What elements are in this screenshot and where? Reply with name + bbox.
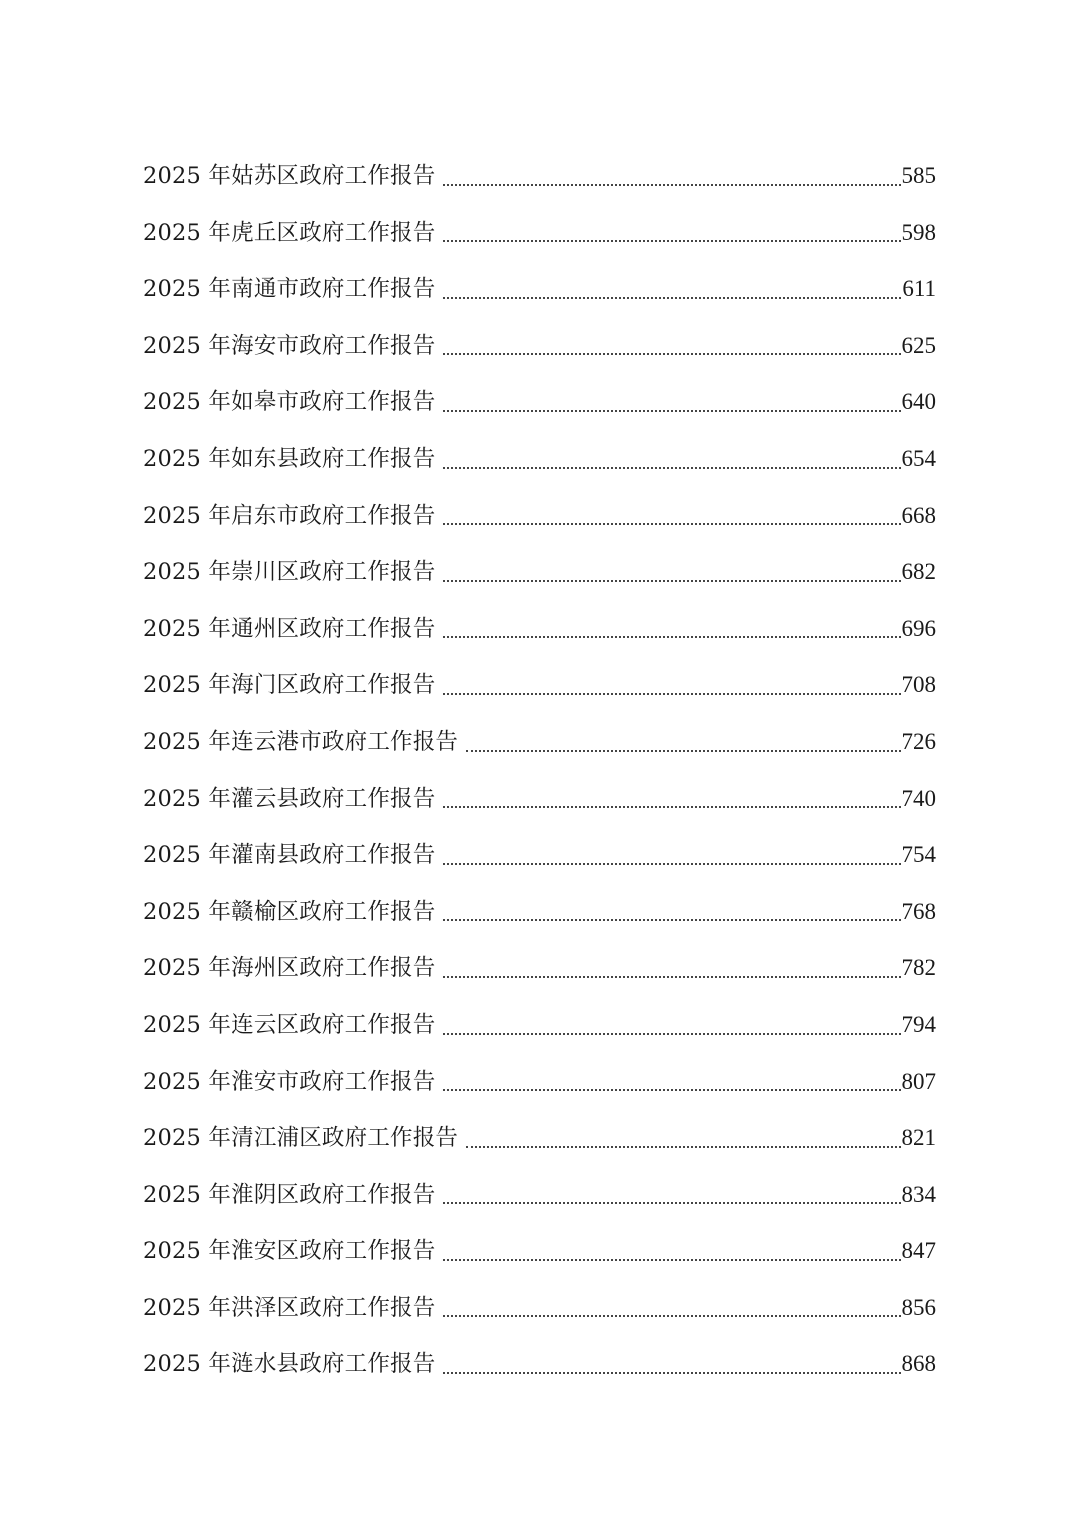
- toc-dot-leader: [443, 184, 900, 186]
- toc-entry-page-number: 625: [901, 332, 936, 358]
- toc-entry[interactable]: [143, 1054, 936, 1111]
- toc-entry-title: 2025 年清江浦区政府工作报告: [143, 1125, 459, 1152]
- toc-entry-title: 2025 年洪泽区政府工作报告: [143, 1294, 436, 1321]
- toc-entry[interactable]: [143, 1110, 936, 1167]
- toc-entry[interactable]: [143, 261, 936, 318]
- toc-dot-leader: [443, 863, 900, 865]
- toc-dot-leader: [443, 1259, 900, 1261]
- toc-entry-page-number: 654: [901, 445, 936, 471]
- toc-entry-title: 2025 年海州区政府工作报告: [143, 955, 436, 982]
- table-of-contents: [143, 148, 936, 1393]
- toc-entry[interactable]: [143, 148, 936, 205]
- toc-entry[interactable]: [143, 997, 936, 1054]
- toc-entry-page-number: 794: [901, 1011, 936, 1037]
- toc-entry-title: 2025 年淮阴区政府工作报告: [143, 1181, 436, 1208]
- toc-entry[interactable]: [143, 1336, 936, 1393]
- toc-entry-title: 2025 年涟水县政府工作报告: [143, 1351, 436, 1378]
- toc-dot-leader: [443, 919, 900, 921]
- toc-entry[interactable]: [143, 827, 936, 884]
- toc-entry-page-number: 807: [901, 1068, 936, 1094]
- toc-entry[interactable]: [143, 205, 936, 262]
- toc-entry-page-number: 754: [901, 842, 936, 868]
- toc-entry-page-number: 726: [901, 728, 936, 754]
- toc-entry-title: 2025 年灌南县政府工作报告: [143, 842, 436, 869]
- toc-entry[interactable]: [143, 1223, 936, 1280]
- toc-entry-title: 2025 年连云区政府工作报告: [143, 1011, 436, 1038]
- toc-entry-title: 2025 年崇川区政府工作报告: [143, 559, 436, 586]
- toc-entry-page-number: 640: [901, 389, 936, 415]
- toc-entry-page-number: 821: [901, 1125, 936, 1151]
- toc-entry[interactable]: [143, 431, 936, 488]
- toc-entry-title: 2025 年海安市政府工作报告: [143, 332, 436, 359]
- toc-entry-page-number: 598: [901, 219, 936, 245]
- toc-entry-title: 2025 年通州区政府工作报告: [143, 615, 436, 642]
- toc-entry[interactable]: [143, 771, 936, 828]
- toc-entry-page-number: 868: [901, 1351, 936, 1377]
- toc-dot-leader: [443, 580, 900, 582]
- toc-dot-leader: [443, 297, 901, 299]
- toc-dot-leader: [443, 806, 900, 808]
- toc-entry[interactable]: [143, 488, 936, 545]
- toc-entry-title: 2025 年连云港市政府工作报告: [143, 728, 459, 755]
- toc-entry-page-number: 847: [901, 1238, 936, 1264]
- toc-entry-title: 2025 年灌云县政府工作报告: [143, 785, 436, 812]
- toc-dot-leader: [443, 410, 900, 412]
- toc-entry-title: 2025 年启东市政府工作报告: [143, 502, 436, 529]
- toc-entry-page-number: 611: [902, 276, 936, 302]
- toc-entry[interactable]: [143, 714, 936, 771]
- toc-dot-leader: [443, 976, 900, 978]
- toc-dot-leader: [443, 1089, 900, 1091]
- toc-entry-page-number: 768: [901, 898, 936, 924]
- toc-entry-title: 2025 年淮安市政府工作报告: [143, 1068, 436, 1095]
- toc-entry[interactable]: [143, 1167, 936, 1224]
- toc-entry[interactable]: [143, 374, 936, 431]
- toc-entry-title: 2025 年南通市政府工作报告: [143, 276, 436, 303]
- toc-entry-title: 2025 年赣榆区政府工作报告: [143, 898, 436, 925]
- toc-entry-title: 2025 年如皋市政府工作报告: [143, 389, 436, 416]
- toc-entry-title: 2025 年如东县政府工作报告: [143, 445, 436, 472]
- toc-entry-title: 2025 年淮安区政府工作报告: [143, 1238, 436, 1265]
- toc-dot-leader: [443, 467, 900, 469]
- toc-entry-page-number: 740: [901, 785, 936, 811]
- toc-entry[interactable]: [143, 1280, 936, 1337]
- toc-entry-page-number: 668: [901, 502, 936, 528]
- toc-entry-page-number: 708: [901, 672, 936, 698]
- toc-entry-page-number: 834: [901, 1181, 936, 1207]
- toc-dot-leader: [443, 240, 900, 242]
- toc-dot-leader: [443, 1033, 900, 1035]
- toc-dot-leader: [443, 1372, 900, 1374]
- toc-entry-page-number: 782: [901, 955, 936, 981]
- toc-entry[interactable]: [143, 940, 936, 997]
- toc-entry-title: 2025 年虎丘区政府工作报告: [143, 219, 436, 246]
- toc-entry[interactable]: [143, 544, 936, 601]
- toc-dot-leader: [443, 636, 900, 638]
- toc-dot-leader: [443, 693, 900, 695]
- toc-entry-page-number: 856: [901, 1294, 936, 1320]
- toc-entry[interactable]: [143, 601, 936, 658]
- toc-dot-leader: [466, 1146, 900, 1148]
- toc-entry[interactable]: [143, 657, 936, 714]
- toc-dot-leader: [443, 523, 900, 525]
- toc-dot-leader: [443, 1315, 900, 1317]
- toc-entry[interactable]: [143, 884, 936, 941]
- toc-dot-leader: [443, 353, 900, 355]
- toc-entry-page-number: 696: [901, 615, 936, 641]
- toc-entry-title: 2025 年海门区政府工作报告: [143, 672, 436, 699]
- toc-entry-page-number: 682: [901, 559, 936, 585]
- toc-entry-title: 2025 年姑苏区政府工作报告: [143, 163, 436, 189]
- toc-dot-leader: [443, 1202, 900, 1204]
- toc-entry[interactable]: [143, 318, 936, 375]
- toc-dot-leader: [466, 750, 900, 752]
- toc-entry-page-number: 585: [901, 163, 936, 188]
